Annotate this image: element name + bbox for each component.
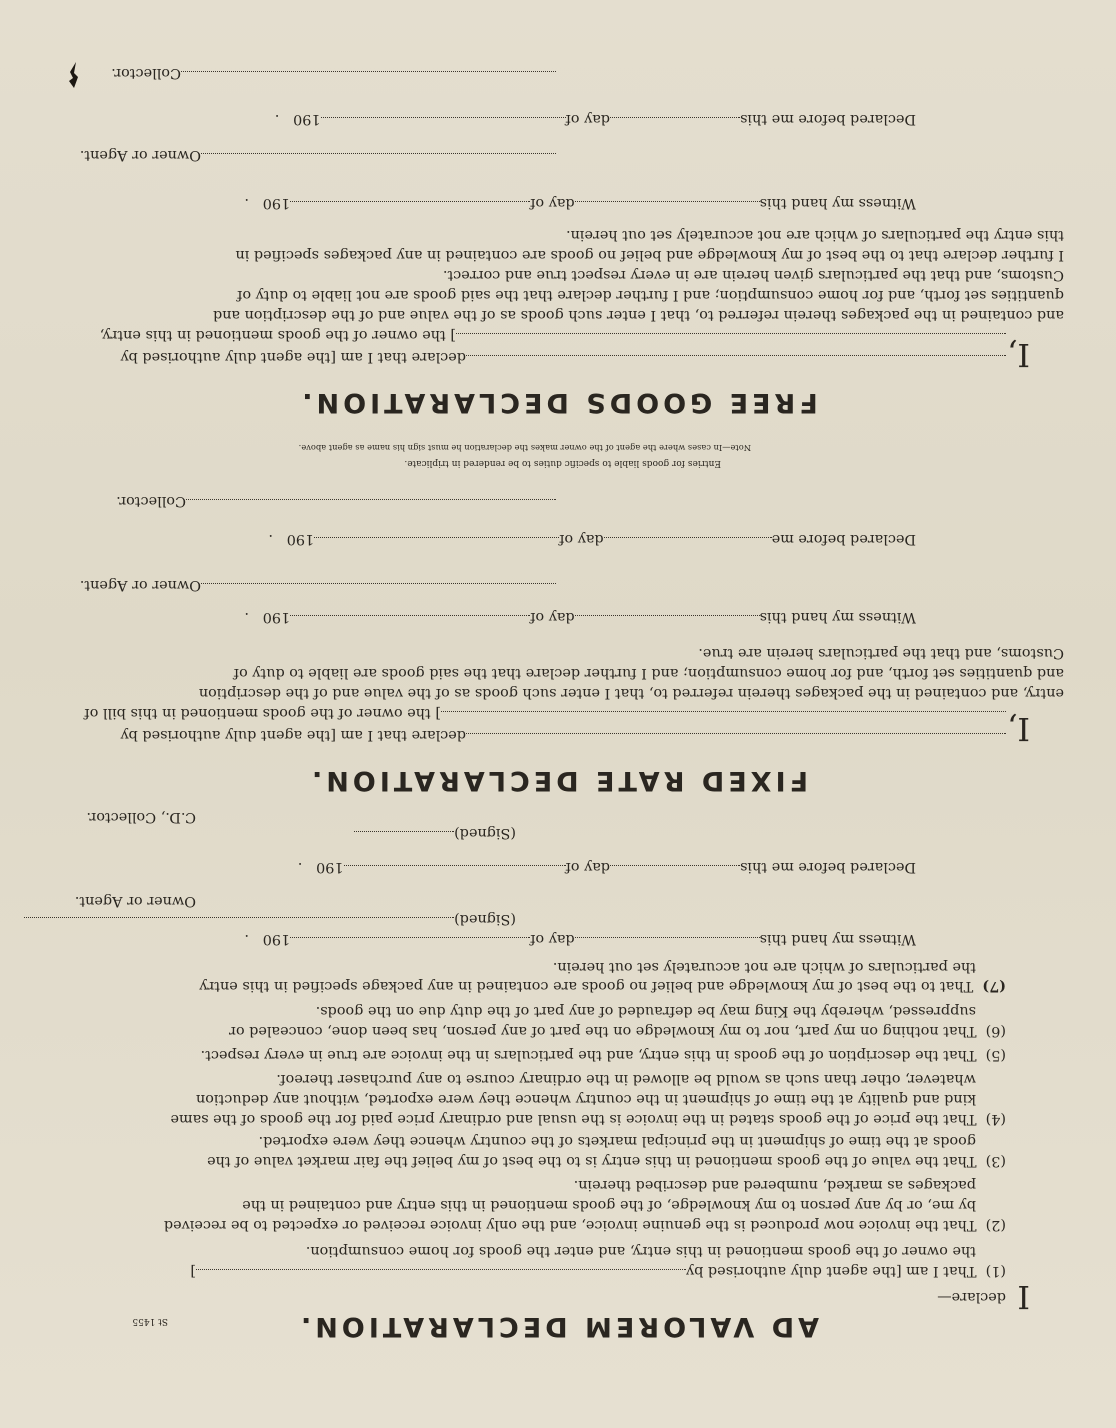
ink-mark [64,60,82,90]
ad-valorem-item-1: (1) That I am [the agent duly authorised by] [190,1263,1006,1279]
ad-valorem-declared-line: Declared before me thisday of190 . [297,859,916,875]
free-declared-day-field[interactable] [610,117,740,119]
free-goods-declared-line: Declared before me thisday of190 . [274,111,916,127]
fixed-declared-day-field[interactable] [604,537,772,539]
ad-valorem-item-3: (3) That the value of the goods mentioned in this entry is to the best of my belief the fair market value of the [207,1153,1006,1169]
fixed-rate-line-4: and quantities set forth, and for home consumption; and I further declare that the said goods are liable to duty of [233,665,1064,681]
ad-valorem-item-7-line2: the particulars of which are not accurately set out herein. [552,959,976,975]
ad-valorem-item-1-line2: the owner of the goods mentioned in this entry, and enter the goods for home consumption. [305,1243,976,1259]
free-declared-month-field[interactable] [321,117,566,119]
fixed-witness-day-field[interactable] [575,615,760,617]
ad-valorem-item-6-line2: suppressed, whereby the King may be defrauded of any part of the duty due on the goods. [315,1003,976,1019]
fixed-rate-agent-field[interactable] [441,711,1006,713]
owner-signature-field[interactable] [24,917,454,919]
free-witness-month-field[interactable] [290,201,530,203]
fixed-rate-owner-line: Owner or Agent. [80,575,556,594]
witness-month-field[interactable] [290,937,530,939]
free-goods-agent-field[interactable] [456,333,1006,335]
collector-signature-field[interactable] [354,831,454,833]
fixed-rate-name-field[interactable] [466,733,1006,735]
fixed-rate-i-letter: I, [1007,710,1030,748]
free-goods-heading: FREE GOODS DECLARATION. [298,387,818,418]
fixed-rate-witness-line: Witness my hand thisday of190 . [244,609,916,625]
ad-valorem-declare: declare— [937,1289,1006,1305]
witness-day-field[interactable] [575,937,760,939]
ad-valorem-item-2-line2: by me, or by any person to my knowledge, of the goods mentioned in this entry and contained in the [242,1197,976,1213]
ad-valorem-item-4-line3: whatever, other than such as would be allowed in the ordinary course to any purchaser thereof. [276,1071,976,1087]
ad-valorem-signed-owner: (Signed) [24,909,516,928]
declared-month-field[interactable] [344,865,566,867]
fixed-rate-heading: FIXED RATE DECLARATION. [307,765,809,796]
form-number: St 1455 [132,1316,168,1326]
ad-valorem-item-6: (6) That nothing on my part, nor to my knowledge on the part of any person, has been done, concealed or [229,1023,1006,1039]
ad-valorem-item-3-line2: goods at the time of shipment in the principal markets of the country whence they were exported. [258,1133,976,1149]
fixed-rate-collector-line: Collector. [116,491,556,510]
free-goods-line-1: declare that I am [the agent duly authorised by [120,347,1006,366]
ad-valorem-item-4-line2: kind and quality at the time of shipment in the country whence they were exported, without any deduction [195,1091,976,1107]
fixed-rate-note-2: Note—In cases where the agent of the owner makes the declaration he must sign his name as agent above. [298,443,751,453]
free-goods-line-4: quantities set forth, and for home consumption; and I further declare that the said goods are not liable to duty of [237,287,1064,303]
free-goods-line-7: this entry the particulars of which are not accurately set out herein. [565,227,1064,243]
free-goods-witness-line: Witness my hand thisday of190 . [244,195,916,211]
free-goods-line-5: Customs, and that the particulars given herein are in every respect true and correct. [442,267,1064,283]
fixed-rate-line-1: declare that I am [the agent duly authorised by [120,725,1006,744]
fixed-declared-month-field[interactable] [314,537,559,539]
free-goods-collector-line: Collector. [111,63,556,82]
free-goods-line-3: and contained in the packages therein referred to, that I enter such goods as of the value and of the description and [212,307,1064,323]
ad-valorem-item-2-line3: packages as marked, numbered and described therein. [573,1177,976,1193]
ad-valorem-signed-collector: (Signed) [354,823,516,842]
fixed-collector-signature-field[interactable] [186,499,556,501]
fixed-rate-line-2: ] the owner of the goods mentioned in this bill of [84,703,1006,722]
fixed-witness-month-field[interactable] [290,615,530,617]
ad-valorem-item-2: (2) That the invoice now produced is the genuine invoice, and the only invoice received or expected to be received [163,1217,1006,1233]
free-goods-line-6: I further declare that to the best of my knowledge and belief no goods are contained in any packages specified in [235,247,1064,263]
fixed-rate-declared-line: Declared before meday of190 . [268,531,916,547]
ad-valorem-owner-label: Owner or Agent. [74,893,196,909]
free-owner-signature-field[interactable] [201,153,556,155]
fixed-rate-line-3: entry, and contained in the packages therein referred to, that I enter such goods as of the value and of the description [198,685,1064,701]
ad-valorem-collector-label: C.D., Collector. [86,809,196,825]
free-collector-signature-field[interactable] [181,71,556,73]
ad-valorem-item-4: (4) That the price of the goods stated in the invoice is the usual and ordinary price paid for the goods of the same [170,1111,1006,1127]
ad-valorem-witness-line: Witness my hand thisday of190 . [244,931,916,947]
ad-valorem-heading: AD VALOREM DECLARATION. [297,1311,819,1342]
declared-day-field[interactable] [610,865,740,867]
agent-name-field[interactable] [196,1269,686,1271]
free-goods-name-field[interactable] [466,355,1006,357]
ad-valorem-item-7: (7) That to the best of my knowledge and belief no goods are contained in any package specified in this entry [199,978,1006,995]
ad-valorem-item-5: (5) That the description of the goods in this entry, and the particulars in the invoice are true in every respect. [200,1047,1006,1063]
free-goods-line-2: ] the owner of the goods mentioned in this entry, [100,325,1006,344]
fixed-rate-line-5: Customs, and that the particulars herein are true. [698,645,1064,661]
ad-valorem-i-letter: I [1017,1278,1030,1316]
free-witness-day-field[interactable] [575,201,760,203]
free-goods-owner-line: Owner or Agent. [80,145,556,164]
fixed-owner-signature-field[interactable] [201,583,556,585]
fixed-rate-note-1: Entries for goods liable to specific duties to be rendered in triplicate. [404,458,721,468]
free-goods-i-letter: I, [1007,336,1030,374]
